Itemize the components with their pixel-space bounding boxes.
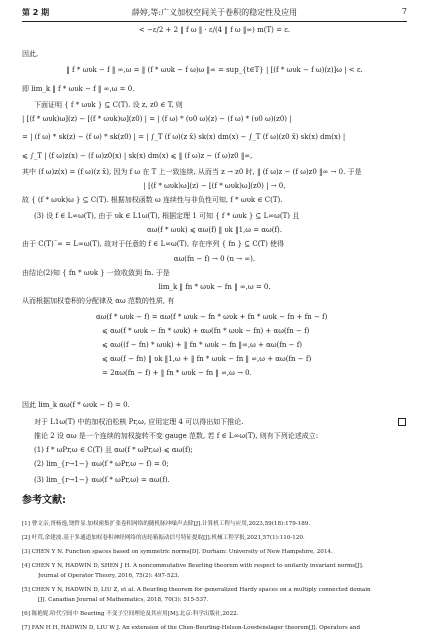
equation-line: ⩽ αω(f − fn) ‖ υk ‖1,ω + ‖ fn * ωυk − fn ‖ ∞,ω + αω(fn − f): [102, 355, 312, 363]
equation-line: αω(fn − f) → 0 (n → ∞).: [173, 255, 256, 263]
text-line: 从而根据加权卷积的分配律及 αω 范数的性质, 有: [22, 297, 175, 305]
text-line: 由结论(2)知 { fn * ωυk } 一致收敛到 fn. 于是: [22, 269, 170, 277]
equation-line: < −ε/2 + 2 ‖ f ω ‖ · ε/(4 ‖ f ω ‖∞) m(T) = ε.: [138, 26, 291, 34]
reference-item-continued: [J]. Canadian Journal of Mathematics, 2018, 70(3): 515-537.: [38, 597, 209, 603]
running-header: [22, 7, 407, 22]
text-line: 因此 lim_k αω(f * ωυk − f) = 0.: [22, 401, 130, 409]
issue-label: 第 2 期: [22, 8, 50, 17]
page-number: 7: [401, 7, 407, 16]
text-line: (2) lim_{r→1−} αω(f * ωPr,ω − f) = 0;: [34, 460, 169, 468]
equation-line: ⩽ ∫_T | (f ω)z(x) − (f ω)z0(x) | sk(x) dm(x) ⩽ ‖ (f ω)z − (f ω)z0 ‖∞,: [22, 152, 253, 160]
reference-item: [3] CHEN Y N. Function spaces based on symmetric norms[D]. Durham: University of New Hampshire, 2014.: [22, 549, 333, 555]
text-line: 故 { (f * ωυk)ω } ⊆ C(T). 根据加权函数 ω 连续性与非负性可知, f * ωυk ∈ C(T).: [22, 196, 283, 204]
equation-line: lim_k ‖ fn * ωυk − fn ‖ ∞,ω = 0.: [158, 283, 271, 291]
equation-line: ⩽ αω((f − fn) * ωυk) + ‖ fn * ωυk − fn ‖∞,ω + αω(fn − f): [102, 341, 303, 349]
equation-line: ‖ f * ωυk − f ‖ ∞,ω = ‖ (f * ωυk − f ω)ω ‖∞ = sup_{t∈T} | [(f * ωυk − f ω)(z)]ω | < ε.: [66, 66, 363, 74]
corollary-line: 推论 2 设 αω 是一个连续的加权旋转不变 gauge 范数, 若 f ∈ L∞ω(T), 则有下列论述成立:: [34, 432, 319, 440]
text-line: 即 lim_k ‖ f * ωυk − f ‖ ∞,ω = 0.: [22, 85, 135, 93]
reference-item-continued: Journal of Operator Theory, 2016, 75(2): 497-523.: [38, 573, 180, 579]
reference-item: [4] CHEN Y N, HADWIN D, SHEN J H. A noncommutative Beurling theorem with respect to unitarily invariant norms[J].: [22, 563, 364, 569]
text-line: (3) lim_{r→1−} αω(f * ωPr,ω) = αω(f).: [34, 476, 170, 484]
equation-line: = 2αω(fn − f) + ‖ fn * ωυk − fn ‖ ∞,ω → 0.: [102, 369, 252, 377]
reference-item: [6] 陈艳妮.哈代空间中 Beurling 不变子空间理论及其应用[M].北京:科学出版社,2022.: [22, 611, 239, 617]
reference-item: [2] 叶茸,余建波.基于多通道加权卷积神经网络的齿轮箱振动信号特征提取[J].机械工程学报,2021,57(1):110-120.: [22, 535, 305, 541]
text-line: 因此,: [22, 50, 39, 58]
equation-line: = | (f ω) * sk(z) − (f ω) * sk(z0) | = | ∫_T (f ω)(z x̄) sk(x) dm(x) − ∫_T (f ω)(z0 x̄) sk(x) dm(x) |: [22, 133, 346, 141]
text-line: (3) 设 f ∈ L∞ω(T), 由于 υk ∈ L1ω(T), 根据定理 1 可知 { f * ωυk } ⊆ L∞ω(T) 且: [34, 212, 300, 220]
reference-item: [5] CHEN Y N, HADWIN D, LIU Z, et al. A Beurling theorem for generalized Hardy spaces on a multiply connected domain: [22, 587, 371, 593]
references-heading: 参考文献:: [22, 495, 66, 506]
equation-line: | [(f * ωυk)ω](z) − [(f * ωυk)ω](z0) | → 0,: [143, 182, 286, 190]
equation-line: | [(f * ωυk)ω](z) − [(f * ωυk)ω](z0) | = | (f ω) * (υ0 ω)(z) − (f ω) * (υ0 ω)(z0) |: [22, 115, 292, 123]
text-line: (1) f * ωPr,ω ∈ C(T) 且 αω(f * ωPr,ω) ⩽ αω(f);: [34, 446, 193, 454]
text-line: 对于 L1ω(T) 中的加权泊松核 Pr,ω, 应用定理 4 可以得出如下推论.: [34, 418, 244, 426]
running-title: 薛婷,等:广义加权空间关于卷积的稳定性及应用: [131, 8, 298, 17]
equation-line: αω(f * ωυk) ⩽ αω(f) ‖ υk ‖1,ω = αω(f).: [146, 226, 283, 234]
reference-item: [7] FAN H H, HADWIN D, LIU W J. An extension of the Chen-Beurling-Helson-Lowdenslager theorem[J]. Operators and: [22, 625, 361, 631]
reference-item: [1] 曹文亲,胥杨逸,饶哲显.加权密集扩张卷积网络的随机脉冲噪声去除[J].计算机工程与应用,2023,59(18):179-189.: [22, 521, 311, 527]
text-line: 由于 C(T)‾∞ = L∞ω(T), 故对于任意的 f ∈ L∞ω(T), 存在序列 { fn } ⊆ C(T) 使得: [22, 240, 285, 248]
text-line: 其中 (f ω)z(x) = (f ω)(z x̄), 因为 f ω 在 T 上一致连续, 从而当 z → z0 时, ‖ (f ω)z − (f ω)z0 ‖∞ → 0. 于是: [22, 168, 362, 176]
equation-line: αω(f * ωυk − f) = αω(f * ωυk − fn * ωυk + fn * ωυk − fn + fn − f): [96, 313, 328, 321]
equation-line: ⩽ αω(f * ωυk − fn * ωυk) + αω(fn * ωυk − fn) + αω(fn − f): [102, 327, 310, 335]
text-line: 下面证明 { f * ωυk } ⊆ C(T). 设 z, z0 ∈ T, 则: [34, 101, 183, 109]
